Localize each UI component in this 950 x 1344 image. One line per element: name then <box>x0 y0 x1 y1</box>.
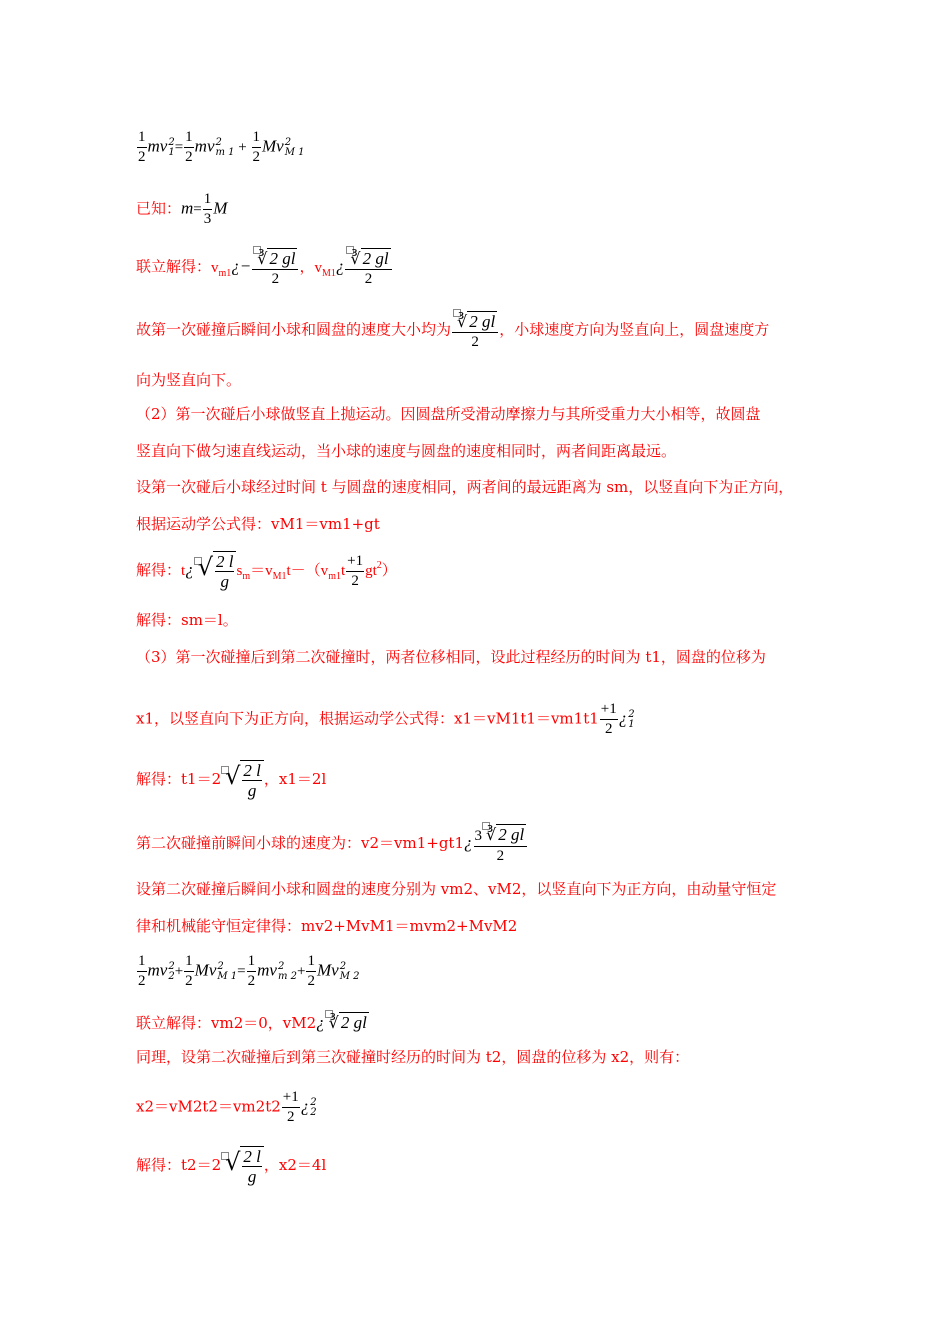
ball-velocity: 第二次碰撞前瞬间小球的速度为：v2＝vm1+gt1¿ $\frac{3 ∛ 2 gl}{2}$ <box>136 822 528 866</box>
part3-line-1: （3）第一次碰撞后到第二次碰撞时，两者位移相同，设此过程经历的时间为 t1，圆盘的位移为 <box>136 648 766 666</box>
part3-line-3: 设第二次碰撞后瞬间小球和圆盘的速度分别为 vm2、vM2，以竖直向下为正方向，由动量守恒定 <box>136 880 777 898</box>
known-label: 已知： <box>136 199 182 218</box>
paragraph-speed: 故第一次碰撞后瞬间小球和圆盘的速度大小均为 $\frac{∛ 2 gl}{2}$ ，小球速度方向为竖直向上，圆盘速度方 <box>136 309 769 352</box>
solution-t2: 解得：t2＝2 √ $\frac{2 l}{g}$ ，x2＝4l <box>136 1147 327 1186</box>
displacement-x2: x2＝vM2t2＝vm2t2 $\frac{+1}{2}$ ¿ 2 2 <box>136 1089 317 1125</box>
part3-line-5: 同理，设第二次碰撞后到第三次碰撞时经历的时间为 t2，圆盘的位移为 x2，则有： <box>136 1048 690 1066</box>
part2-line-1: （2）第一次碰后小球做竖直上抛运动。因圆盘所受滑动摩擦力与其所受重力大小相等，故圆盘 <box>136 405 761 423</box>
equation-energy-1: $\frac{1}{2}$ mv 2 1 = $\frac{1}{2}$ mv 2 m 1 + $\frac{1}{2}$ Mv 2 M 1 <box>138 129 305 165</box>
solve-label: 联立解得： <box>136 257 212 276</box>
solution-line-2: 联立解得：vm2＝0，vM2¿ ∛ 2 gl <box>136 1010 369 1033</box>
known-condition: 已知：m= $\frac{1}{3}$ M <box>136 191 228 227</box>
solution-t1: 解得：t1＝2 √ $\frac{2 l}{g}$ ，x1＝2l <box>136 761 327 800</box>
part2-line-2: 竖直向下做匀速直线运动，当小球的速度与圆盘的速度相同时，两者间距离最远。 <box>136 442 677 460</box>
part2-line-4: 根据运动学公式得：vM1＝vm1+gt <box>136 515 380 533</box>
solution-line-1: 联立解得：$v_{m1}¿-$ $\frac{∛ 2 gl}{2}$ ，$v_{M1}¿$ $\frac{∛ 2 gl}{2}$ <box>136 246 393 289</box>
solution-time: 解得：t¿ √ $\frac{2 l}{g}$ $s_m=v_{M1}t-(v_{m1}t$ $\frac{+1}{2}$ $gt^2$） <box>136 552 397 591</box>
paragraph-direction: 向为竖直向下。 <box>136 371 242 389</box>
part3-line-4: 律和机械能守恒定律得：mv2+MvM1＝mvm2+MvM2 <box>136 917 518 935</box>
part2-line-3: 设第一次碰后小球经过时间 t 与圆盘的速度相同，两者间的最远距离为 sm，以竖直向下为正方向， <box>136 478 794 496</box>
solution-distance: 解得：sm＝l。 <box>136 611 238 629</box>
part3-line-2: x1，以竖直向下为正方向，根据运动学公式得：x1＝vM1t1＝vm1t1 $\frac{+1}{2}$ ¿ 2 1 <box>136 701 635 737</box>
equation-energy-2: $\frac{1}{2}$ mv 2 2 + $\frac{1}{2}$ Mv 2 M 1 = $\frac{1}{2}$ mv 2 m 2 + $\frac{1}{2}$ Mv 2 M 2 <box>138 953 360 989</box>
